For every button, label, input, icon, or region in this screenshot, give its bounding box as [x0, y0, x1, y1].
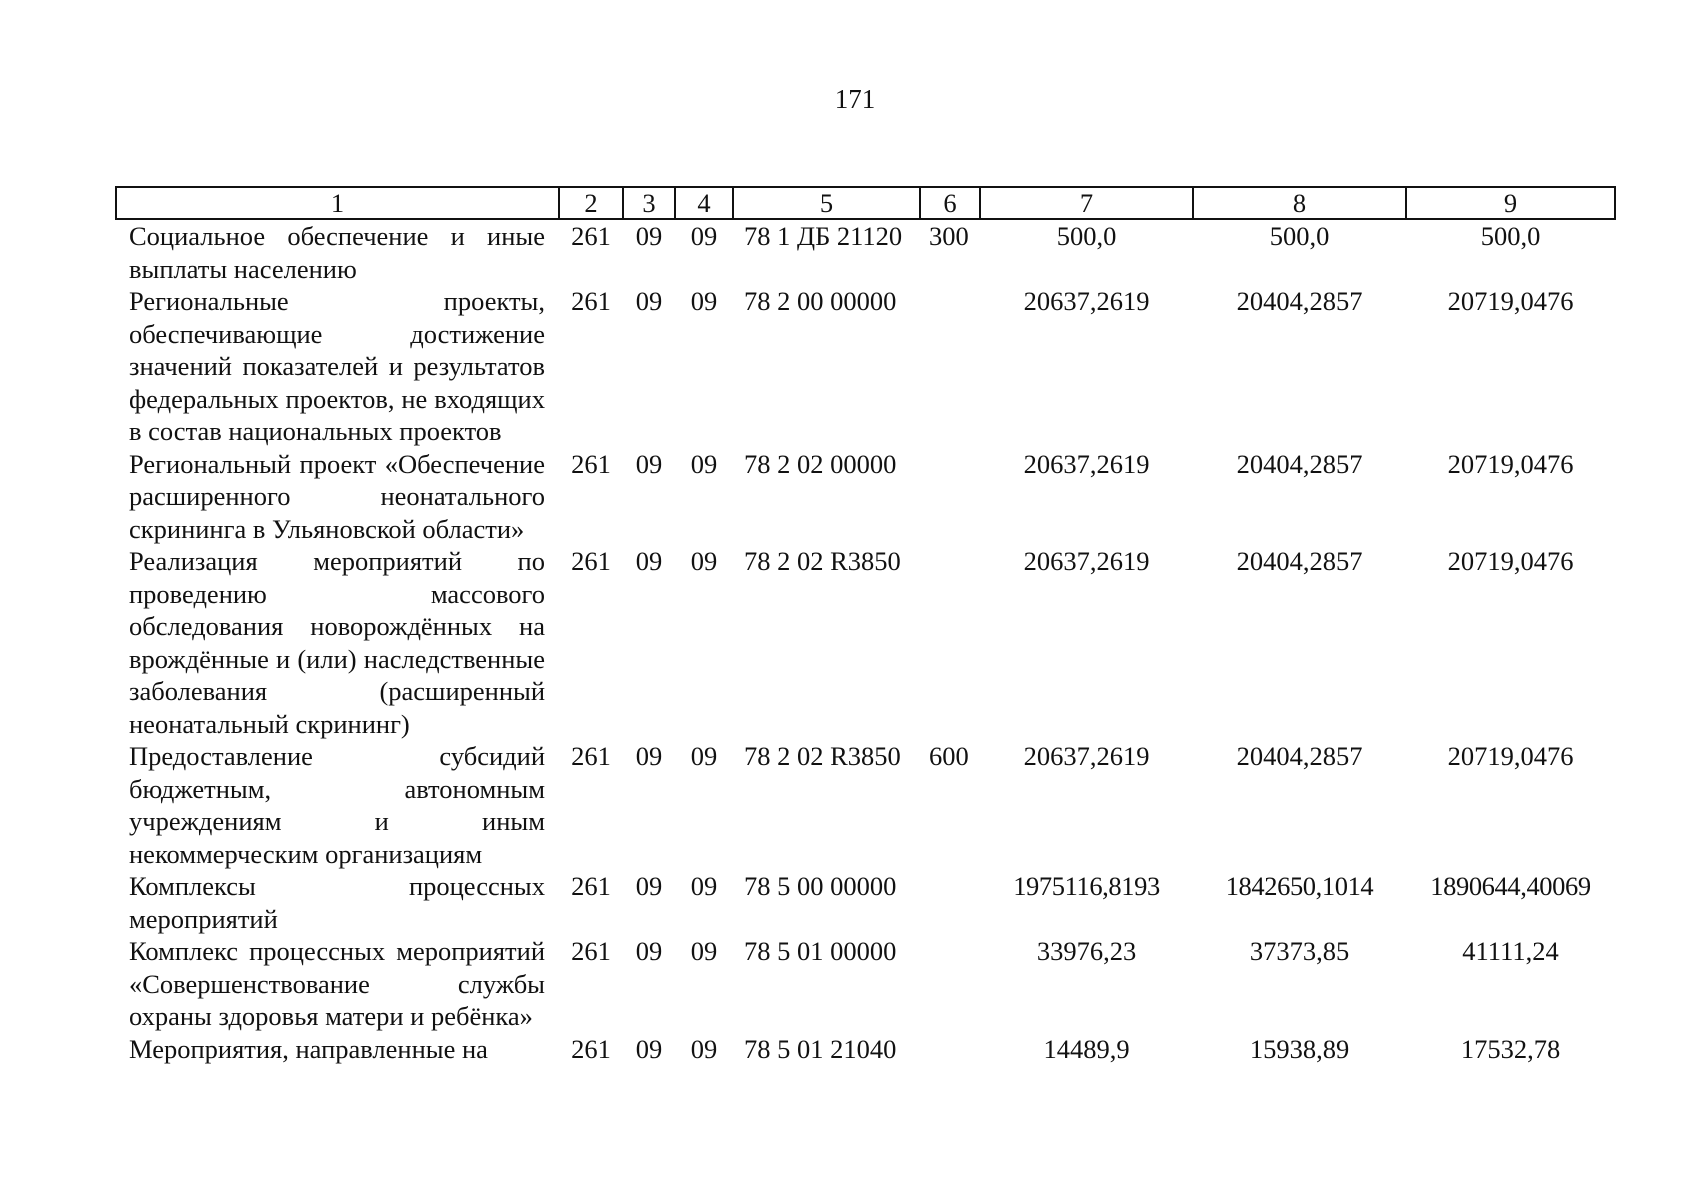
row-name: Социальное обеспечение и иные выплаты населению	[129, 221, 545, 284]
row-name: Комплекс процессных мероприятий «Совершенствование службы охраны здоровья матери и ребёнка»	[129, 936, 545, 1031]
cell-expense-type	[920, 1033, 980, 1066]
column-header: 7	[980, 187, 1193, 219]
cell-target-code: 78 2 00 00000	[744, 286, 897, 316]
cell-expense-type: 600	[929, 741, 969, 771]
cell-amount-col9: 20719,0476	[1447, 286, 1574, 316]
column-header: 4	[675, 187, 733, 219]
cell-subsection: 09	[690, 1033, 718, 1064]
cell-target-code: 78 5 01 00000	[744, 936, 897, 966]
cell-section: 09	[635, 286, 663, 316]
table-row	[116, 285, 1615, 448]
cell-amount-col9: 17532,78	[1460, 1033, 1561, 1064]
cell-section: 09	[635, 871, 663, 901]
cell-ministry-code: 261	[571, 741, 611, 771]
cell-section: 09	[635, 546, 663, 576]
cell-amount-col7: 500,0	[1056, 221, 1117, 251]
cell-subsection: 09	[690, 546, 718, 576]
cell-amount-col7: 20637,2619	[1023, 741, 1150, 771]
column-header: 9	[1406, 187, 1615, 219]
cell-amount-col8: 500,0	[1269, 221, 1330, 251]
cell-amount-col9: 41111,24	[1462, 936, 1559, 966]
cell-target-code: 78 1 ДБ 21120	[744, 221, 903, 251]
cell-section: 09	[635, 741, 663, 771]
column-header: 2	[559, 187, 623, 219]
cell-expense-type	[920, 870, 980, 935]
cell-subsection: 09	[690, 286, 718, 316]
cell-expense-type	[920, 448, 980, 546]
cell-subsection: 09	[690, 448, 718, 479]
row-name: Предоставление субсидий бюджетным, автономным учреждениям и иным некоммерческим организациям	[129, 741, 545, 869]
column-header: 3	[623, 187, 675, 219]
cell-amount-col9: 1890644,40069	[1430, 871, 1591, 901]
cell-amount-col7: 20637,2619	[1023, 286, 1150, 316]
cell-section: 09	[635, 936, 663, 966]
table-row	[116, 1033, 1615, 1066]
row-name: Региональный проект «Обеспечение расширенного неонатального скрининга в Ульяновской области»	[129, 448, 545, 544]
cell-ministry-code: 261	[571, 221, 611, 251]
table-row	[116, 219, 1615, 285]
cell-amount-col7: 14489,9	[1043, 1033, 1130, 1064]
table-row	[116, 870, 1615, 935]
page-number: 171	[834, 84, 876, 114]
column-header: 6	[920, 187, 980, 219]
cell-target-code: 78 2 02 R3850	[744, 741, 901, 771]
cell-amount-col9: 20719,0476	[1447, 448, 1574, 479]
cell-ministry-code: 261	[571, 546, 611, 576]
cell-ministry-code: 261	[571, 448, 611, 479]
cell-amount-col8: 20404,2857	[1236, 286, 1363, 316]
column-header: 5	[733, 187, 920, 219]
cell-amount-col7: 20637,2619	[1023, 546, 1150, 576]
row-name: Мероприятия, направленные на	[129, 1033, 488, 1064]
cell-section: 09	[635, 448, 663, 479]
cell-amount-col9: 500,0	[1480, 221, 1541, 251]
cell-ministry-code: 261	[571, 871, 611, 901]
cell-expense-type	[920, 285, 980, 448]
cell-target-code: 78 2 02 00000	[744, 448, 897, 479]
column-header: 1	[116, 187, 559, 219]
cell-amount-col7: 20637,2619	[1023, 448, 1150, 479]
column-header: 8	[1193, 187, 1406, 219]
cell-amount-col8: 20404,2857	[1236, 546, 1363, 576]
table-row	[116, 545, 1615, 740]
table-row	[116, 448, 1615, 546]
cell-subsection: 09	[690, 221, 718, 251]
cell-expense-type	[920, 545, 980, 740]
table-row	[116, 935, 1615, 1033]
header-row	[116, 187, 1615, 219]
cell-amount-col8: 20404,2857	[1236, 448, 1363, 479]
cell-ministry-code: 261	[571, 1033, 611, 1064]
cell-ministry-code: 261	[571, 286, 611, 316]
cell-amount-col9: 20719,0476	[1447, 741, 1574, 771]
cell-expense-type: 300	[929, 221, 969, 251]
cell-amount-col9: 20719,0476	[1447, 546, 1574, 576]
table-row	[116, 740, 1615, 870]
cell-amount-col8: 15938,89	[1249, 1033, 1350, 1064]
cell-amount-col8: 20404,2857	[1236, 741, 1363, 771]
cell-section: 09	[635, 221, 663, 251]
cell-amount-col7: 33976,23	[1036, 936, 1137, 966]
cell-target-code: 78 5 01 21040	[744, 1033, 897, 1064]
cell-amount-col8: 37373,85	[1249, 936, 1350, 966]
cell-subsection: 09	[690, 741, 718, 771]
row-name: Региональные проекты, обеспечивающие достижение значений показателей и результатов федеральных проектов, не входящих в состав национальных проектов	[129, 286, 545, 446]
row-name: Комплексы процессных мероприятий	[129, 871, 545, 934]
row-name: Реализация мероприятий по проведению массового обследования новорождённых на врождённые и (или) наследственные заболевания (расширенный неонатальный скрининг)	[129, 546, 545, 739]
cell-amount-col7: 1975116,8193	[1013, 871, 1160, 901]
cell-expense-type	[920, 935, 980, 1033]
cell-target-code: 78 2 02 R3850	[744, 546, 901, 576]
budget-table	[115, 186, 1616, 1065]
cell-ministry-code: 261	[571, 936, 611, 966]
cell-subsection: 09	[690, 871, 718, 901]
cell-subsection: 09	[690, 936, 718, 966]
cell-amount-col8: 1842650,1014	[1225, 871, 1374, 901]
cell-target-code: 78 5 00 00000	[744, 871, 897, 901]
cell-section: 09	[635, 1033, 663, 1064]
